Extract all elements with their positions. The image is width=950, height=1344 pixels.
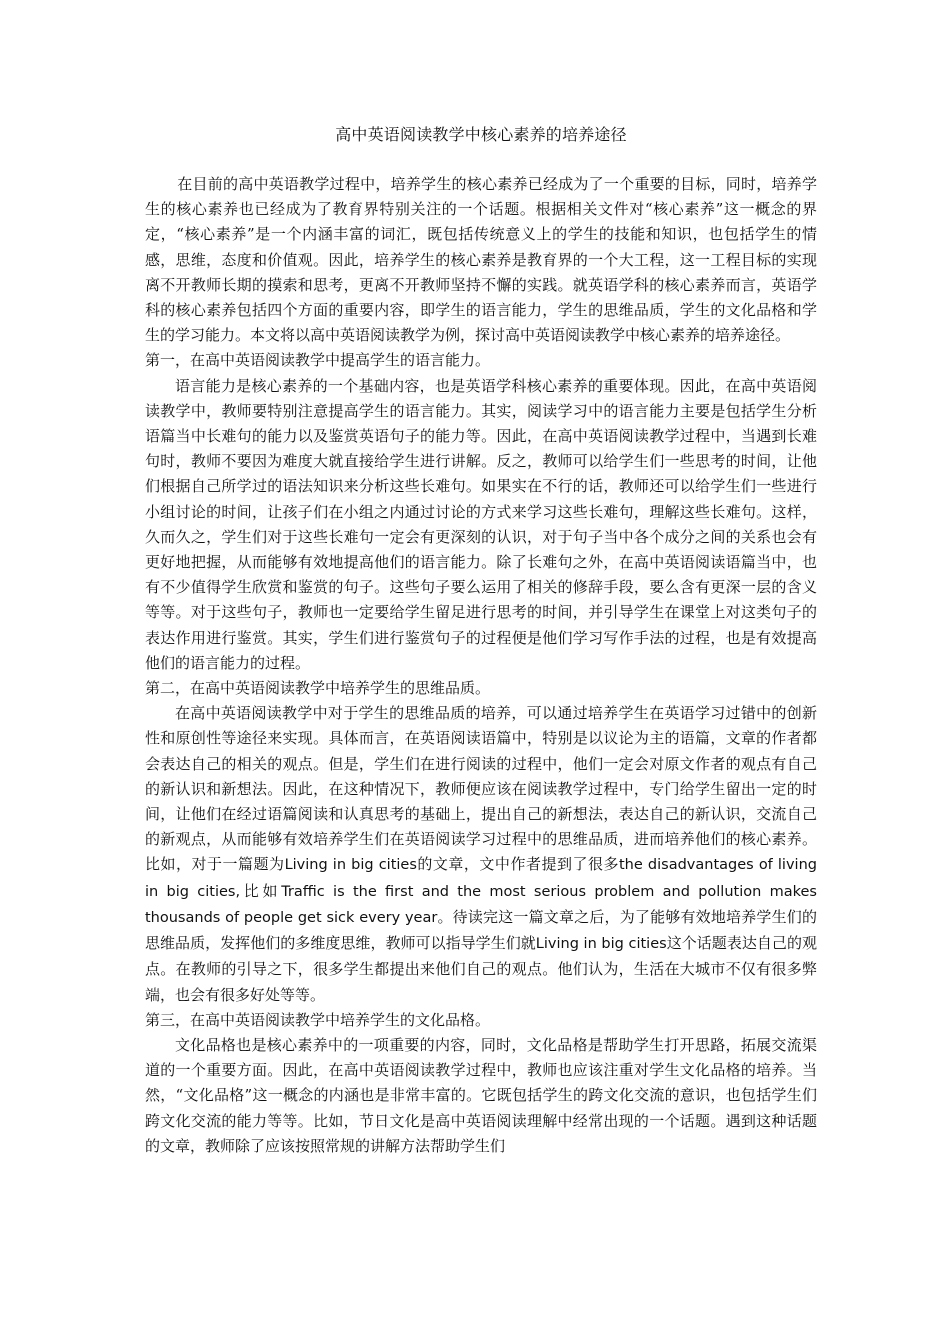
intro-paragraph: 在目前的高中英语教学过程中，培养学生的核心素养已经成为了一个重要的目标，同时，培养学生的核心素养也已经成为了教育界特别关注的一个话题。根据相关文件对“核心素养”这一概念的界定，“核心素养”是一个内涵丰富的词汇，既包括传统意义上的学生的技能和知识，也包括学生的情感，思维，态度和价值观。因此，培养学生的核心素养是教育界的一个大工程，这一工程目标的实现离不开教师长期的摸索和思考，更离不开教师坚持不懈的实践。就英语学科的核心素养而言，英语学科的核心素养包括四个方面的重要内容，即学生的语言能力，学生的思维品质，学生的文化品格和学生的学习能力。本文将以高中英语阅读教学为例，探讨高中英语阅读教学中核心素养的培养途径。	[145, 175, 817, 345]
document-title: 高中英语阅读教学中核心素养的培养途径	[335, 125, 627, 144]
english-topic-title: Living in big cities	[535, 936, 667, 953]
section-2-heading: 第二，在高中英语阅读教学中培养学生的思维品质。	[145, 679, 491, 698]
section-2-text-c: 比如	[240, 881, 282, 900]
english-quoted-sentence: Traffic is the first and the most serious problem and pollution makes thousands of people get sick every year	[145, 883, 817, 926]
section-2-paragraph	[145, 701, 817, 1007]
section-2-text-e: 这个话题表达自己的观点。在教师的引导之下，很多学生都提出来他们自己的观点。他们认为，生活在大城市不仅有很多弊端，也会有很多好处等等。	[145, 934, 817, 1004]
section-1-paragraph: 语言能力是核心素养的一个基础内容，也是英语学科核心素养的重要体现。因此，在高中英语阅读教学中，教师要特别注意提高学生的语言能力。其实，阅读学习中的语言能力主要是包括学生分析语篇当中长难句的能力以及鉴赏英语句子的能力等。因此，在高中英语阅读教学过程中，当遇到长难句时，教师不要因为难度大就直接给学生进行讲解。反之，教师可以给学生们一些思考的时间，让他们根据自己所学过的语法知识来分析这些长难句。如果实在不行的话，教师还可以给学生们一些进行小组讨论的时间，让孩子们在小组之内通过讨论的方式来学习这些长难句，理解这些长难句。这样，久而久之，学生们对于这些长难句一定会有更深刻的认识，对于句子当中各个成分之间的关系也会有更好地把握，从而能够有效地提高他们的语言能力。除了长难句之外，在高中英语阅读语篇当中，也有不少值得学生欣赏和鉴赏的句子。这些句子要么运用了相关的修辞手段，要么含有更深一层的含义等等。对于这些句子，教师也一定要给学生留足进行思考的时间，并引导学生在课堂上对这类句子的表达作用进行鉴赏。其实，学生们进行鉴赏句子的过程便是他们学习写作手法的过程，也是有效提高他们的语言能力的过程。	[145, 376, 817, 672]
document-body	[145, 120, 817, 1159]
section-3-paragraph: 文化品格也是核心素养中的一项重要的内容，同时，文化品格是帮助学生打开思路，拓展交流渠道的一个重要方面。因此，在高中英语阅读教学过程中，教师也应该注重对学生文化品格的培养。当然，“文化品格”这一概念的内涵也是非常丰富的。它既包括学生的跨文化交流的意识，也包括学生们跨文化交流的能力等等。比如，节日文化是高中英语阅读理解中经常出现的一个话题。遇到这种话题的文章，教师除了应该按照常规的讲解方法帮助学生们	[145, 1035, 817, 1155]
english-article-title: Living in big cities	[284, 857, 417, 874]
section-1-heading: 第一，在高中英语阅读教学中提高学生的语言能力。	[145, 351, 491, 370]
section-2-text-d: 。待读完这一篇文章之后，为了能够有效地培养学生们的思维品质，发挥他们的多维度思维，教师可以指导学生们就	[145, 907, 817, 953]
section-2-text-b: 的文章，文中作者提到了很多	[416, 855, 619, 874]
english-quoted-phrase: the disadvantages of living in big cities,	[145, 857, 817, 900]
section-3-heading: 第三，在高中英语阅读教学中培养学生的文化品格。	[145, 1010, 491, 1029]
section-2-text-a: 在高中英语阅读教学中对于学生的思维品质的培养，可以通过培养学生在英语学习过错中的创新性和原创性等途径来实现。具体而言，在英语阅读语篇中，特别是以议论为主的语篇，文章的作者都会表达自己的相关的观点。但是，学生们在进行阅读的过程中，他们一定会对原文作者的观点有自己的新认识和新想法。因此，在这种情况下，教师便应该在阅读教学过程中，专门给学生留出一定的时间，让他们在经过语篇阅读和认真思考的基础上，提出自己的新想法，表达自己的新认识，交流自己的新观点，从而能够有效培养学生们在英语阅读学习过程中的思维品质，进而培养他们的核心素养。比如，对于一篇题为	[145, 704, 817, 874]
